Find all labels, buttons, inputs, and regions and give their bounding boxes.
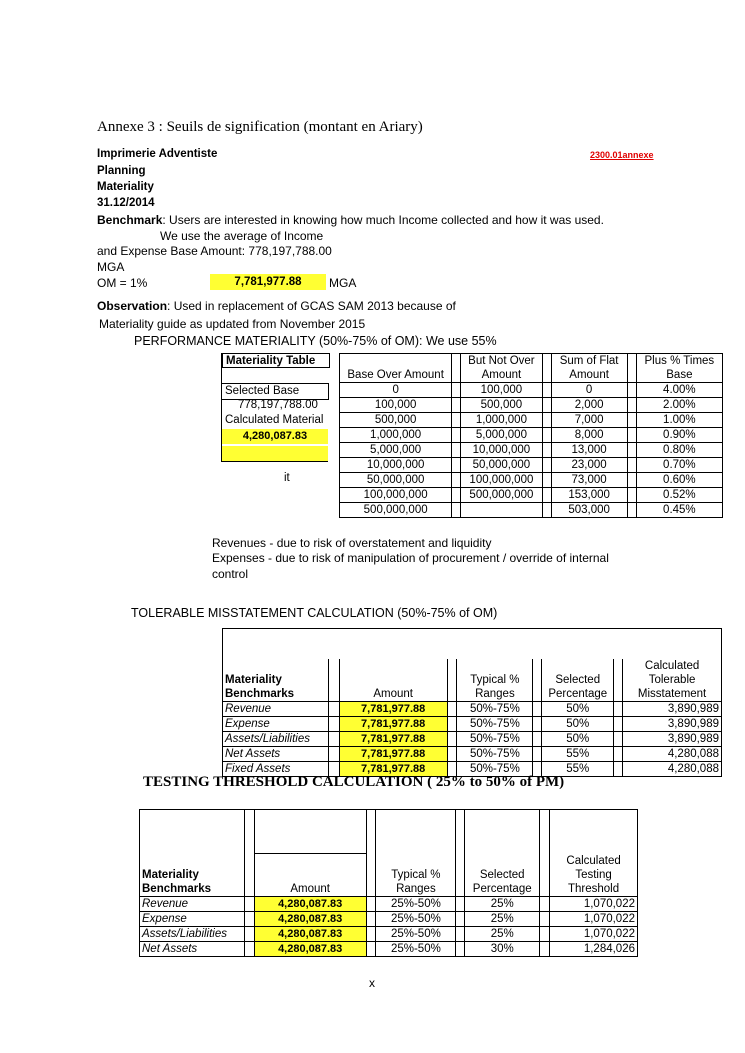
scale-cell-base: 500,000,000 bbox=[340, 503, 452, 518]
cell-range: 25%-50% bbox=[376, 896, 456, 911]
spacer-cell bbox=[614, 716, 623, 731]
cell-amount: 7,781,977.88 bbox=[339, 746, 447, 761]
observation-line2: Materiality guide as updated from November 2015 bbox=[99, 317, 366, 331]
scale-cell-flat: 8,000 bbox=[551, 428, 627, 443]
spacer-cell bbox=[452, 413, 461, 428]
scale-cell-base: 1,000,000 bbox=[340, 428, 452, 443]
spacer-cell bbox=[456, 941, 465, 956]
spacer-cell bbox=[627, 443, 636, 458]
spacer-cell bbox=[452, 443, 461, 458]
cell-calc: 4,280,088 bbox=[623, 746, 722, 761]
scale-cell-notover bbox=[461, 503, 542, 518]
spacer-cell bbox=[447, 701, 457, 716]
tt-typ-1: Typical % bbox=[391, 868, 441, 881]
scale-header-row-2 bbox=[340, 368, 723, 383]
calculated-material-label: Calculated Material bbox=[225, 414, 324, 426]
scale-cell-flat: 73,000 bbox=[551, 473, 627, 488]
th-sel-1: Selected bbox=[555, 673, 601, 686]
tolerable-title: TOLERABLE MISSTATEMENT CALCULATION (50%-75% of OM) bbox=[131, 606, 498, 620]
spacer-cell bbox=[627, 458, 636, 473]
spacer-cell bbox=[452, 488, 461, 503]
spacer-cell bbox=[328, 701, 339, 716]
scale-cell-notover: 100,000,000 bbox=[461, 473, 542, 488]
benchmark-line4: MGA bbox=[97, 260, 125, 274]
selected-base-label: Selected Base bbox=[221, 383, 329, 400]
spacer-cell bbox=[542, 428, 551, 443]
scale-cell-base: 100,000,000 bbox=[340, 488, 452, 503]
scale-cell-pct: 0.45% bbox=[636, 503, 722, 518]
scale-cell-notover: 100,000 bbox=[461, 383, 542, 398]
cell-amount: 7,781,977.88 bbox=[339, 761, 447, 776]
scale-row bbox=[340, 443, 723, 458]
scale-header-row-1 bbox=[340, 354, 723, 369]
cell-calc: 3,890,989 bbox=[623, 731, 722, 746]
cell-name: Revenue bbox=[223, 701, 329, 716]
spacer-cell bbox=[366, 911, 376, 926]
scale-row bbox=[340, 488, 723, 503]
tt-sel-2: Percentage bbox=[472, 882, 532, 895]
table-row bbox=[223, 731, 722, 746]
page-title: Annexe 3 : Seuils de signification (montant en Ariary) bbox=[97, 119, 423, 135]
spacer-cell bbox=[542, 473, 551, 488]
scale-row bbox=[340, 428, 723, 443]
th-calc-2: Tolerable bbox=[648, 673, 696, 686]
cell-pct: 55% bbox=[542, 746, 614, 761]
testing-title: TESTING THRESHOLD CALCULATION ( 25% to 50% of PM) bbox=[143, 774, 565, 790]
spacer-cell bbox=[540, 926, 550, 941]
spacer-cell bbox=[456, 896, 465, 911]
scale-cell-pct: 0.60% bbox=[636, 473, 722, 488]
spacer-cell bbox=[542, 413, 551, 428]
cell-name: Expense bbox=[223, 716, 329, 731]
tolerable-header-row bbox=[223, 659, 722, 702]
spacer-cell bbox=[244, 941, 254, 956]
scale-cell-pct: 0.90% bbox=[636, 428, 722, 443]
table-row bbox=[140, 926, 638, 941]
spacer-cell bbox=[627, 383, 636, 398]
th-calc-3: Misstatement bbox=[637, 687, 707, 700]
cell-amount: 4,280,087.83 bbox=[254, 896, 366, 911]
tt-calc-1: Calculated bbox=[566, 854, 621, 867]
spacer-cell bbox=[540, 911, 550, 926]
th-amount: Amount bbox=[339, 659, 447, 702]
cell-amount: 7,781,977.88 bbox=[339, 731, 447, 746]
th-calc-1: Calculated bbox=[644, 659, 700, 672]
spacer-cell bbox=[452, 398, 461, 413]
om-currency: MGA bbox=[329, 276, 357, 290]
cell-calc: 3,890,989 bbox=[623, 701, 722, 716]
performance-title: PERFORMANCE MATERIALITY (50%-75% of OM): We use 55% bbox=[134, 334, 497, 348]
th-bench-1: Materiality bbox=[225, 673, 282, 686]
scale-cell-notover: 500,000 bbox=[461, 398, 542, 413]
cell-name: Revenue bbox=[140, 896, 245, 911]
benchmark-label: Benchmark bbox=[97, 213, 163, 227]
table-row bbox=[140, 911, 638, 926]
spacer-cell bbox=[627, 473, 636, 488]
cell-name: Assets/Liabilities bbox=[223, 731, 329, 746]
tt-calc-3: Threshold bbox=[567, 882, 620, 895]
scale-cell-base: 0 bbox=[340, 383, 452, 398]
scale-row bbox=[340, 398, 723, 413]
scale-cell-flat: 13,000 bbox=[551, 443, 627, 458]
benchmark-text: : Users are interested in knowing how much Income collected and how it was used. bbox=[162, 213, 604, 227]
table-row bbox=[223, 701, 722, 716]
spacer-cell bbox=[366, 941, 376, 956]
scale-row bbox=[340, 503, 723, 518]
cell-amount: 7,781,977.88 bbox=[339, 701, 447, 716]
th-bench-2: Benchmarks bbox=[225, 687, 295, 700]
scale-cell-flat: 153,000 bbox=[551, 488, 627, 503]
scale-row bbox=[340, 473, 723, 488]
scale-cell-notover: 1,000,000 bbox=[461, 413, 542, 428]
header-flat: Sum of Flat bbox=[551, 354, 627, 369]
om-value: 7,781,977.88 bbox=[210, 274, 326, 290]
cell-amount: 4,280,087.83 bbox=[254, 911, 366, 926]
spacer-cell bbox=[452, 428, 461, 443]
benchmark-line3: and Expense Base Amount: 778,197,788.00 bbox=[97, 244, 332, 258]
spacer-cell bbox=[244, 911, 254, 926]
spacer-cell bbox=[533, 746, 542, 761]
header-not-over-2: Amount bbox=[461, 368, 542, 383]
table-row bbox=[140, 941, 638, 956]
cell-name: Expense bbox=[140, 911, 245, 926]
header-plus: Plus % Times bbox=[636, 354, 722, 369]
observation-text: : Used in replacement of GCAS SAM 2013 because of bbox=[167, 299, 456, 313]
empty-highlight-cell bbox=[222, 446, 328, 462]
spacer-cell bbox=[542, 443, 551, 458]
scale-cell-flat: 23,000 bbox=[551, 458, 627, 473]
cell-calc: 4,280,088 bbox=[623, 761, 722, 776]
cell-amount: 4,280,087.83 bbox=[254, 941, 366, 956]
tt-typ-2: Ranges bbox=[396, 882, 436, 895]
it-text: it bbox=[284, 472, 290, 484]
spacer-cell bbox=[328, 746, 339, 761]
note-revenues: Revenues - due to risk of overstatement and liquidity bbox=[212, 536, 492, 550]
section-planning: Planning bbox=[97, 165, 146, 177]
note-expenses: Expenses - due to risk of manipulation of procurement / override of internal bbox=[212, 551, 609, 565]
scale-cell-base: 500,000 bbox=[340, 413, 452, 428]
cell-pct: 50% bbox=[542, 731, 614, 746]
observation-line bbox=[97, 299, 456, 313]
tt-bench-1: Materiality bbox=[142, 868, 199, 881]
scale-cell-flat: 0 bbox=[551, 383, 627, 398]
spacer-cell bbox=[328, 731, 339, 746]
cell-range: 25%-50% bbox=[376, 926, 456, 941]
th-sel-2: Percentage bbox=[548, 687, 608, 700]
spacer-cell bbox=[533, 701, 542, 716]
spacer-cell bbox=[614, 731, 623, 746]
scale-row bbox=[340, 413, 723, 428]
scale-cell-pct: 2.00% bbox=[636, 398, 722, 413]
scale-cell-pct: 0.70% bbox=[636, 458, 722, 473]
table-row bbox=[140, 896, 638, 911]
spacer-cell bbox=[627, 488, 636, 503]
materiality-table-label: Materiality Table bbox=[222, 353, 330, 368]
cell-range: 50%-75% bbox=[457, 761, 533, 776]
cell-range: 50%-75% bbox=[457, 731, 533, 746]
cell-pct: 25% bbox=[465, 911, 540, 926]
spacer-cell bbox=[627, 428, 636, 443]
calculated-material-value: 4,280,087.83 bbox=[222, 429, 328, 444]
scale-cell-pct: 4.00% bbox=[636, 383, 722, 398]
cell-pct: 50% bbox=[542, 701, 614, 716]
cell-name: Net Assets bbox=[223, 746, 329, 761]
cell-range: 50%-75% bbox=[457, 746, 533, 761]
spacer-cell bbox=[627, 398, 636, 413]
spacer-cell bbox=[627, 413, 636, 428]
table-row bbox=[223, 716, 722, 731]
spacer-cell bbox=[542, 503, 551, 518]
spacer-cell bbox=[542, 458, 551, 473]
header-plus-2: Base bbox=[636, 368, 722, 383]
report-date: 31.12/2014 bbox=[97, 197, 155, 209]
observation-label: Observation bbox=[97, 299, 168, 313]
cell-amount: 7,781,977.88 bbox=[339, 716, 447, 731]
cell-range: 25%-50% bbox=[376, 911, 456, 926]
cell-range: 25%-50% bbox=[376, 941, 456, 956]
spacer-cell bbox=[456, 911, 465, 926]
scale-cell-notover: 10,000,000 bbox=[461, 443, 542, 458]
spacer-cell bbox=[244, 926, 254, 941]
selected-base-value: 778,197,788.00 bbox=[238, 399, 318, 411]
materiality-scale-table bbox=[339, 353, 723, 518]
testing-table bbox=[139, 809, 638, 957]
cell-name: Net Assets bbox=[140, 941, 245, 956]
spacer-cell bbox=[456, 926, 465, 941]
cell-calc: 1,070,022 bbox=[550, 911, 638, 926]
header-flat-2: Amount bbox=[551, 368, 627, 383]
spacer-cell bbox=[542, 398, 551, 413]
scale-cell-base: 50,000,000 bbox=[340, 473, 452, 488]
om-label: OM = 1% bbox=[97, 276, 148, 290]
spacer-cell bbox=[533, 716, 542, 731]
tt-calc-2: Testing bbox=[575, 868, 612, 881]
spacer-cell bbox=[614, 761, 623, 776]
spacer-cell bbox=[542, 488, 551, 503]
table-row bbox=[223, 746, 722, 761]
scale-cell-pct: 1.00% bbox=[636, 413, 722, 428]
spacer-cell bbox=[328, 716, 339, 731]
scale-cell-pct: 0.80% bbox=[636, 443, 722, 458]
spacer-cell bbox=[452, 383, 461, 398]
spacer-cell bbox=[533, 731, 542, 746]
materiality-table-panel bbox=[221, 353, 330, 462]
spacer-cell bbox=[447, 731, 457, 746]
cell-name: Fixed Assets bbox=[223, 761, 329, 776]
cell-pct: 25% bbox=[465, 926, 540, 941]
scale-cell-base: 5,000,000 bbox=[340, 443, 452, 458]
scale-cell-notover: 50,000,000 bbox=[461, 458, 542, 473]
scale-cell-flat: 2,000 bbox=[551, 398, 627, 413]
th-typ-2: Ranges bbox=[475, 687, 515, 700]
cell-calc: 3,890,989 bbox=[623, 716, 722, 731]
company-name: Imprimerie Adventiste bbox=[97, 148, 218, 160]
spacer-cell bbox=[447, 716, 457, 731]
spacer-cell bbox=[452, 503, 461, 518]
benchmark-line bbox=[97, 213, 604, 227]
note-control: control bbox=[212, 567, 249, 581]
header-not-over: But Not Over bbox=[461, 354, 542, 369]
spacer-cell bbox=[447, 746, 457, 761]
spacer-cell bbox=[540, 941, 550, 956]
scale-row bbox=[340, 383, 723, 398]
cell-calc: 1,070,022 bbox=[550, 926, 638, 941]
scale-cell-base: 10,000,000 bbox=[340, 458, 452, 473]
scale-cell-flat: 503,000 bbox=[551, 503, 627, 518]
cell-pct: 25% bbox=[465, 896, 540, 911]
cell-name: Assets/Liabilities bbox=[140, 926, 245, 941]
cell-calc: 1,284,026 bbox=[550, 941, 638, 956]
section-materiality: Materiality bbox=[97, 181, 154, 193]
spacer-cell bbox=[366, 896, 376, 911]
cell-pct: 30% bbox=[465, 941, 540, 956]
cell-calc: 1,070,022 bbox=[550, 896, 638, 911]
scale-cell-notover: 500,000,000 bbox=[461, 488, 542, 503]
scale-cell-pct: 0.52% bbox=[636, 488, 722, 503]
reference-link[interactable]: 2300.01annexe bbox=[590, 150, 654, 160]
cell-pct: 50% bbox=[542, 716, 614, 731]
cell-range: 50%-75% bbox=[457, 701, 533, 716]
header-base: Base Over Amount bbox=[340, 368, 452, 383]
scale-row bbox=[340, 458, 723, 473]
spacer-cell bbox=[452, 473, 461, 488]
cell-amount: 4,280,087.83 bbox=[254, 926, 366, 941]
spacer-cell bbox=[244, 896, 254, 911]
scale-cell-flat: 7,000 bbox=[551, 413, 627, 428]
tt-bench-2: Benchmarks bbox=[142, 882, 212, 895]
testing-header-row bbox=[140, 854, 638, 897]
spacer-cell bbox=[452, 458, 461, 473]
spacer-cell bbox=[614, 701, 623, 716]
tolerable-table bbox=[222, 628, 722, 777]
cell-pct: 55% bbox=[542, 761, 614, 776]
spacer-cell bbox=[540, 896, 550, 911]
th-typ-1: Typical % bbox=[470, 673, 520, 686]
spacer-cell bbox=[614, 746, 623, 761]
spacer-cell bbox=[366, 926, 376, 941]
tt-amount: Amount bbox=[254, 854, 366, 897]
footer-mark: x bbox=[369, 976, 375, 990]
tt-sel-1: Selected bbox=[479, 868, 525, 881]
spacer-cell bbox=[542, 383, 551, 398]
scale-cell-notover: 5,000,000 bbox=[461, 428, 542, 443]
cell-range: 50%-75% bbox=[457, 716, 533, 731]
scale-cell-base: 100,000 bbox=[340, 398, 452, 413]
benchmark-line2: We use the average of Income bbox=[160, 229, 324, 243]
spacer-cell bbox=[627, 503, 636, 518]
